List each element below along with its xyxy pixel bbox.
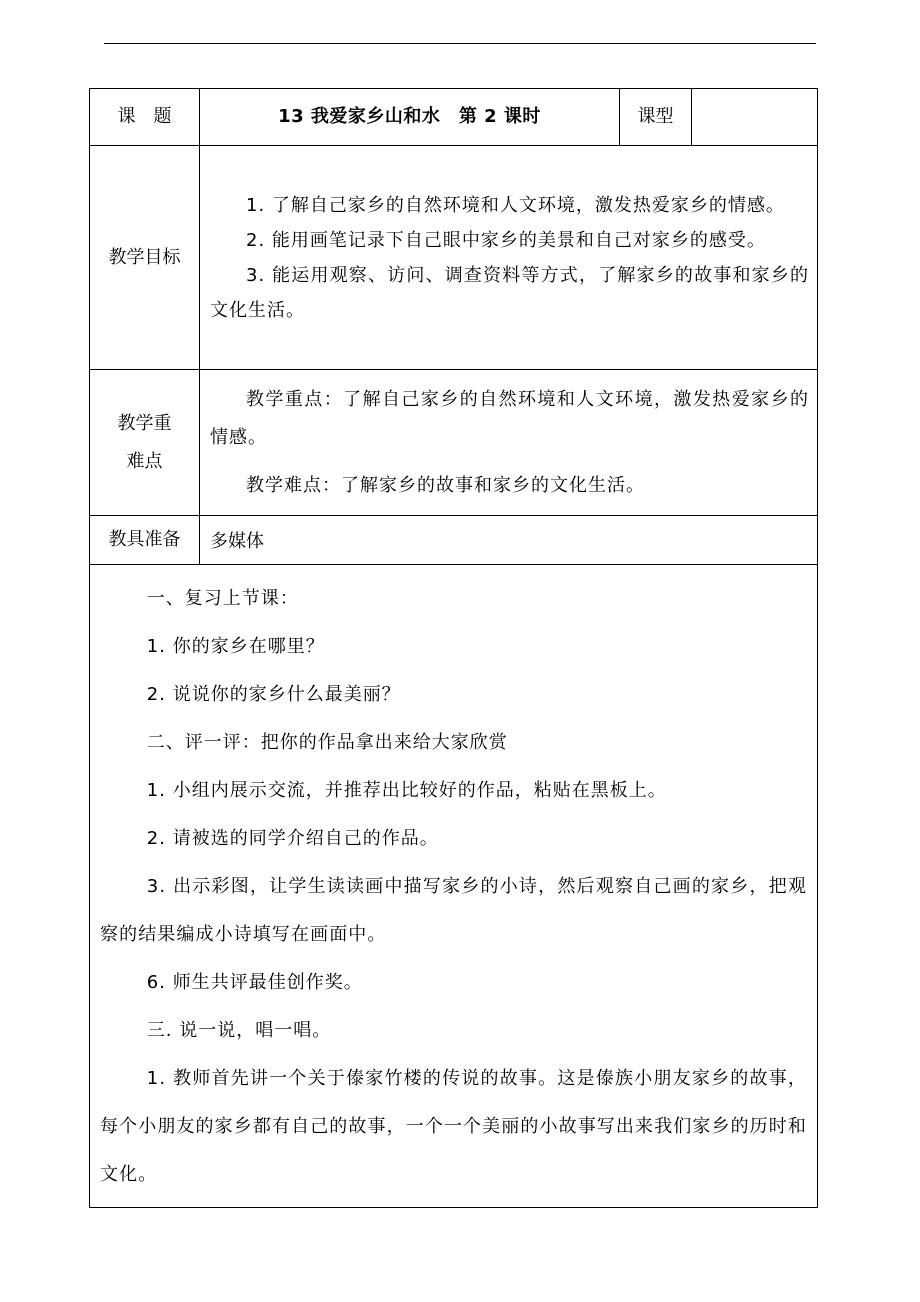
objective-item: 3. 能运用观察、访问、调查资料等方式，了解家乡的故事和家乡的文化生活。 <box>210 264 809 321</box>
objectives-row <box>90 146 818 370</box>
process-line: 3. 出示彩图，让学生读读画中描写家乡的小诗，然后观察自己画的家乡，把观察的结果编成小诗填写在画面中。 <box>100 876 807 945</box>
materials-label: 教具准备 <box>90 516 200 565</box>
type-label: 课型 <box>637 106 674 127</box>
objectives-content <box>200 146 818 370</box>
key-points-row <box>90 370 818 516</box>
process-line: 2. 说说你的家乡什么最美丽？ <box>146 684 401 705</box>
process-line: 一、复习上节课： <box>146 588 299 609</box>
topic-label: 课 题 <box>90 89 200 146</box>
topic-row <box>90 89 818 146</box>
topic-value: 13 我爱家乡山和水 第 2 课时 <box>278 106 541 127</box>
materials-value: 多媒体 <box>200 516 818 565</box>
process-row <box>90 565 818 1208</box>
teaching-process <box>90 565 818 1208</box>
process-line: 1. 小组内展示交流，并推荐出比较好的作品，粘贴在黑板上。 <box>146 780 667 801</box>
key-points-label-line2: 难点 <box>126 450 163 472</box>
spacer <box>210 457 809 467</box>
process-line: 2. 请被选的同学介绍自己的作品。 <box>146 828 439 849</box>
header-rule <box>104 43 816 44</box>
key-points-label-line1: 教学重 <box>117 412 172 434</box>
type-value <box>692 89 818 146</box>
process-line: 二、评一评：把你的作品拿出来给大家欣赏 <box>146 732 508 753</box>
process-line: 1. 你的家乡在哪里？ <box>146 636 325 657</box>
teaching-focus: 教学重点：了解自己家乡的自然环境和人文环境，激发热爱家乡的情感。 <box>210 388 809 448</box>
key-points-label <box>90 370 200 516</box>
teaching-difficulty: 教学难点：了解家乡的故事和家乡的文化生活。 <box>246 474 645 496</box>
process-line: 1. 教师首先讲一个关于傣家竹楼的传说的故事。这是傣族小朋友家乡的故事，每个小朋友的家乡都有自己的故事，一个一个美丽的小故事写出来我们家乡的历时和文化。 <box>100 1068 807 1185</box>
materials-row <box>90 516 818 565</box>
objective-item: 1. 了解自己家乡的自然环境和人文环境，激发热爱家乡的情感。 <box>246 194 785 216</box>
topic-cell <box>200 89 620 146</box>
process-line: 三. 说一说，唱一唱。 <box>146 1020 332 1041</box>
key-points-content <box>200 370 818 516</box>
process-line: 6. 师生共评最佳创作奖。 <box>146 972 363 993</box>
objective-item: 2. 能用画笔记录下自己眼中家乡的美景和自己对家乡的感受。 <box>246 229 766 251</box>
lesson-plan-table <box>89 88 818 1208</box>
objectives-label: 教学目标 <box>90 146 200 370</box>
type-label-cell <box>620 89 692 146</box>
